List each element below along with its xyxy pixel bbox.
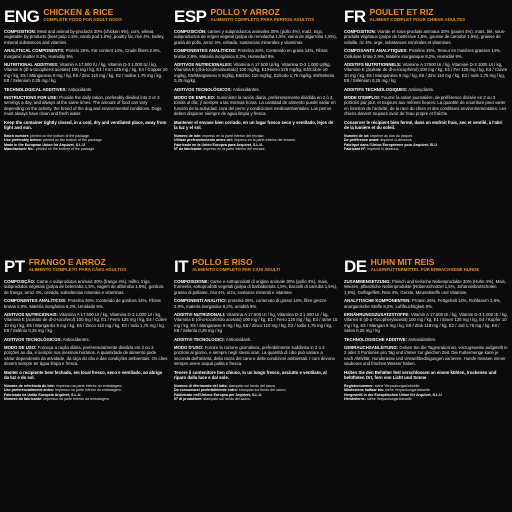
- title-block: [43, 8, 122, 23]
- section-text: Vitamine A 17500 UI / kg, Vitamine D-3 1000 UI / kg, Vitamine E (acétate de dl-a-tocophérol) 100 mg / kg, E1 / Fer 125 mg / kg, E4 / Cuivre 10 mg / kg, E5 / Manganèse 9 mg / kg, E6 / Zinc 110 mg / kg, E2 / Iode 1,75 mg / kg, E8 / Sélénium 0,25 mg / kg: [344, 62, 508, 84]
- label-section: [344, 298, 508, 309]
- section-text: Fornire la razione giornaliera, preferibilmente suddivisa in 2 o 3 porzioni al giorno, e sempre negli stessi orari. La quantità di cibo può variare a seconda dell'attività, della razza del cane e delle condizioni ambientali. I cani devono sempre avere acqua pulita e fresca.: [174, 345, 335, 367]
- section-label: COMPOSITION:: [4, 29, 36, 34]
- language-code: ENG: [4, 7, 40, 26]
- section-label: COMPONENTES ANALÍTICOS:: [174, 48, 237, 54]
- section-label: INSTRUCTIONS FOR USE:: [4, 95, 58, 101]
- label-section: [174, 345, 338, 367]
- section-text: Antiossidanti.: [225, 336, 252, 342]
- footer-label: Manufacturer No.:: [4, 147, 35, 151]
- label-section: [344, 62, 508, 84]
- footer-label: Hergestellt in der Europäischen Union für Arquivet, S.L.U: [344, 392, 442, 397]
- label-section: [4, 95, 168, 117]
- section-text: Provide the daily ration, preferably divided into 2 or 3 servings a day, and always at the same times. The amount of food can vary depending on the activity, the breed of the dog and environmental conditions. Dogs must always have clean and fresh water.: [4, 95, 162, 117]
- footer-text: impreso en la parte inferior del envase.: [203, 147, 266, 151]
- section-text: Viande et sous-produits animaux 30% (poulet 4%), maïs, blé, sous-produits végétaux (pulpe de betterave 1,5%, gousse de caroube 1,5%), graisse de volaille, riz 4%, orge, substances minérales et vitamines.: [344, 29, 506, 45]
- section-text: Antioxidants.: [67, 86, 93, 92]
- footer-line: [174, 147, 338, 152]
- section-label: Conserver le récipient bien fermé, dans un endroit frais, sec et ventilé, à l'abri de la lumière et du soleil.: [344, 119, 503, 131]
- product-subtitle: ALIMENTO COMPLETO PER CANI ADULTI: [192, 267, 281, 272]
- language-panel-esp: [174, 6, 338, 250]
- panel-header: [174, 258, 338, 275]
- section-text: Meat and animal by-products 30% (chicken 4%), corn, wheat, vegetable by-products (beet pulp 1.5%, carob pod 1.5%), poultry fat, rice 4%, barley, mineral substances and vitamins.: [4, 29, 165, 45]
- label-section: [4, 298, 168, 309]
- label-section: [4, 62, 168, 84]
- label-section: [174, 48, 338, 59]
- product-subtitle: ALIMENTO COMPLETO PARA PERROS ADULTOS: [210, 17, 315, 22]
- footer-line: [344, 147, 508, 152]
- section-label: ANALYTISCHE KOMPONENTEN:: [344, 298, 411, 304]
- product-name: POULET ET RIZ: [369, 7, 434, 17]
- label-section: [174, 337, 338, 342]
- footer-line: [174, 397, 338, 402]
- section-label: ADDITIFS NUTRITIONNELS:: [344, 62, 402, 68]
- footer-label: Nº di produttore:: [174, 397, 203, 401]
- label-section: [344, 29, 508, 45]
- section-text: Fournir la ration journalière, de préférence divisée en 2 ou 3 portions par jour, et toujours aux mêmes heures. La quantité de nourriture peut varier en fonction de l'activité, de la race du chien et des conditions environnementales. Les chiens doivent toujours avoir de l'eau propre et fraîche.: [344, 95, 507, 117]
- panel-header: [174, 8, 338, 25]
- panel-header: [4, 258, 168, 275]
- section-label: ADITIVOS TECNOLÓGICOS:: [174, 86, 232, 92]
- language-code: ESP: [174, 7, 207, 26]
- section-text: Protéine 26%, Teneur en matières grasses 14%, Cellulose brute 2,9%, Matière inorganique 8,2%, Humidité 9%.: [344, 48, 501, 59]
- label-section: [344, 370, 508, 381]
- label-section: [174, 370, 338, 381]
- section-text: proteina 26%, contenuto di grassi 14%, fibre grezze 2,9%, materia inorganica 8,2%, umidità 9%.: [174, 298, 327, 309]
- footer-label: Utilizar preferentemente antes del:: [174, 138, 233, 142]
- language-code: FR: [344, 7, 366, 26]
- title-block: [211, 8, 315, 23]
- footer-label: Fabriqué dans l'Union Européenne pour Arquivet, SLU: [344, 142, 437, 147]
- footer-label: Número de referência do lote:: [4, 383, 55, 388]
- footer-line: [344, 397, 508, 402]
- language-panel-eng: [4, 6, 168, 250]
- product-name: FRANGO E ARROZ: [28, 257, 106, 267]
- section-text: Forneça a ração diária, preferencialmente dividida em 2 ou 3 porções ao dia, e sempre nos mesmos horários. A quantidade de alimento pode variar dependendo da atividade, da raça do cão e das condições ambientais. Os cães devem sempre ter água limpa e fresca.: [4, 345, 168, 367]
- title-block: [371, 258, 480, 273]
- section-label: COMPOSITION:: [344, 29, 376, 34]
- section-label: MODO D'USO:: [174, 345, 204, 351]
- section-text: Vitamina A 17.500 UI / kg, Vitamina D-3 1.000 UI / kg, Vitamina E (acetato de dl-α-tocoferol) 100 mg / kg, E1 / Ferro 125 mg / kg, E4 / Cobre 10 mg / kg, E5 / Manganês 9 mg / kg, E6 / Zinco 110 mg / kg, E2 / Iodo 1,75 mg / kg, E8 / Selênio 0,25 mg / kg: [4, 312, 167, 334]
- footer-text: stampato sul fondo del sacco.: [228, 383, 277, 388]
- footer-text: imprimé ci-dessous.: [367, 147, 400, 151]
- footer-text: impreso en la parte inferior del envase.: [202, 133, 265, 138]
- footer-label: Mindestens haltbar bis:: [344, 388, 385, 392]
- footer-label: Fabbricato nell'Unione Europea per Arquivet, S.L.U.: [174, 392, 263, 397]
- label-section: [344, 95, 508, 117]
- product-name: CHICKEN & RICE: [43, 7, 114, 17]
- language-panel-pt: [4, 256, 168, 506]
- label-section: [344, 279, 508, 295]
- section-text: Carne e subprodutos animais 30% (frango 4%), milho, trigo, subprodutos vegetais (polpa de beterraba 1,5%, vagem de alfarroba 1,5%), gordura de frango, arroz 4%, cevada, substâncias minerais e vitaminas.: [4, 279, 164, 295]
- language-code: IT: [174, 257, 189, 276]
- panel-footer: [4, 384, 168, 402]
- footer-label: Número de lote:: [174, 133, 202, 138]
- section-text: Antioxidantien.: [408, 336, 437, 342]
- footer-label: Fabricado en la Unión Europea para Arquivet, S.L.U.: [174, 142, 264, 147]
- section-label: COMPOSANTS ANALYTIQUES:: [344, 48, 408, 54]
- section-text: Protein 26%, Fettgehalt 14%, Rohfasern 2,9%, anorganische Stoffe 8,2%, Luftfeuchtigkeit 9%.: [344, 298, 501, 309]
- footer-text: stampato sul fondo del sacco.: [203, 397, 252, 401]
- language-panel-it: [174, 256, 338, 506]
- label-section: [4, 345, 168, 367]
- product-subtitle: COMPLETE FOOD FOR ADULT DOGS: [43, 17, 122, 22]
- panel-header: [344, 8, 508, 25]
- title-block: [192, 258, 280, 273]
- footer-text: printed on the bottom of the package.: [43, 138, 103, 142]
- section-label: COMPONENTI ANALITICI:: [174, 298, 227, 304]
- footer-label: Da consumarsi preferibilmente entro:: [174, 388, 238, 392]
- product-name: POLLO Y ARROZ: [210, 7, 280, 17]
- label-section: [344, 87, 508, 92]
- label-section: [4, 87, 168, 92]
- section-text: Carne e sottoprodotti di origine animale 30% (pollo 4%), mais, frumento, sottoprodotti vegetali (polpa di barbabietola 1,5%, baccelli di carruba 1,5%), grasso di pollame, riso 4%, orzo, sostanze minerali e vitamine.: [174, 279, 338, 295]
- footer-text: siehe Verpackungsrückseite: [374, 383, 420, 388]
- footer-label: Número do fabricante:: [4, 397, 43, 401]
- section-label: COMPONENTES ANALÍTICOS:: [4, 298, 67, 304]
- footer-text: siehe Verpackungsrückseite: [385, 388, 430, 392]
- panel-header: [344, 258, 508, 275]
- language-code: DE: [344, 257, 367, 276]
- footer-text: printed on the bottom of the package.: [35, 147, 96, 151]
- footer-text: impresso na parte inferior do embalagem.: [55, 383, 123, 388]
- section-text: Proteína 26%, Conteúdo de gordura 14%, Fibras brutas 2,9%, Matéria inorgânica 8,2%, Umidade 9%.: [4, 298, 161, 309]
- section-label: COMPOSICIÓN:: [174, 29, 207, 34]
- section-label: MODO DE USO:: [4, 345, 37, 351]
- section-label: TECHNOLOGICAL ADDITIVES:: [4, 86, 67, 92]
- footer-text: impreso en la parte inferior del envase.: [233, 138, 297, 142]
- section-label: ADITIVOS NUTRICIONAIS:: [4, 312, 58, 318]
- panel-footer: [174, 384, 338, 402]
- title-block: [29, 258, 126, 273]
- section-label: Manter o recipiente bem fechado, em local fresco, seco e ventilado, ao abrigo da luz e do sol.: [4, 369, 163, 381]
- section-label: COMPOSIÇÃO:: [4, 279, 36, 284]
- section-label: ERNÄHRUNGSZUSATZSTOFFE:: [344, 312, 410, 318]
- footer-line: [4, 147, 168, 152]
- section-label: Keep the container tightly closed, in a cool, dry and ventilated place, away from light and sun.: [4, 119, 167, 131]
- label-section: [174, 62, 338, 84]
- label-section: [344, 312, 508, 334]
- language-panel-de: [344, 256, 508, 506]
- product-subtitle: ALLEINFUTTERMITTEL FÜR ERWACHSENE HUNDE: [370, 267, 480, 272]
- section-label: ADITIVOS NUTRICIONALES:: [174, 62, 233, 68]
- section-label: ADDITIFS TECHNOLOGIQUES:: [344, 86, 408, 92]
- label-section: [344, 48, 508, 59]
- section-text: Vitamin A 17,500 IU / kg, Vitamin D-3 1,000 IU / kg, Vitamin E (dl-a-tocopherol acetate) 100 mg / kg, E1 / Iron 125 mg / kg, E4 / Copper 10 mg / kg, E5 / Manganese 9 mg / kg, E6 / Zinc 110 mg / kg, E2 / Iodine 1.75 mg / kg, E8 / Selenium 0.25 mg / kg: [4, 62, 168, 84]
- section-label: Halten Sie den Behälter fest verschlossen an einem kühlen, trockenen und belüfteten Ort, fern von Licht und Sonne: [344, 369, 497, 381]
- section-label: TECHNOLOGISCHE ADDITIVE:: [344, 336, 408, 342]
- label-section: [174, 29, 338, 45]
- language-code: PT: [4, 257, 25, 276]
- label-section: [344, 337, 508, 342]
- product-name: HUHN MIT REIS: [370, 257, 435, 267]
- section-text: Vitamina A 17.500 UI/kg, Vitamina D-3 1.000 UI/kg, Vitamina E (dl-a-tocoferolacetato) 100 mg/kg, E1/Hierro 125 mg/kg, E4/Cobre 10 mg/kg, E5/Manganeso 9 mg/kg, E6/Zinc 110 mg/kg, E2/Iodo 1,75 mg/kg, E8/Selenio 0,25 mg/kg.: [174, 62, 335, 84]
- footer-text: siehe Verpackungsrückseite: [367, 397, 412, 401]
- panel-footer: [174, 134, 338, 152]
- label-section: [4, 370, 168, 381]
- section-label: MODE D'EMPLOI:: [344, 95, 381, 101]
- language-grid: [4, 6, 508, 508]
- section-text: Vitamin A 17.500 IE / kg, Vitamin D-3 1.000 IE / kg, Vitamin E (dl-α-Tocopherylacetat) 100 mg / kg, E1 / Eisen 125 mg / kg, E4 / Kupfer 10 mg / kg, E5 / Mangan 9 mg / kg, E6 / Zink 110 mg / kg, E2 / Jod 1,75 mg / kg, E8 / Selen 0,25 mg / kg: [344, 312, 508, 334]
- section-text: carnes y subproductos animales 30% (pollo 4%), maíz, trigo, subproductos de origen vegetal (pulpa de remolacha 1,5%, vaina de algarroba 1,5%), grasa de pollo, arroz 4%, cebada, sustancias minerales y vitaminas.: [174, 29, 337, 45]
- panel-footer: [344, 134, 508, 152]
- section-text: Proteína 26%, Contenido en grasa 14%, Fibras brutas 2,9%, Materia inorgánica 8,2%, Humedad 9%.: [174, 48, 328, 59]
- product-subtitle: ALIMENT COMPLET POUR CHIENS ADULTES: [369, 17, 466, 22]
- footer-label: Registernummer:: [344, 383, 374, 388]
- label-section: [174, 298, 338, 309]
- section-text: Antioxidantes.: [232, 86, 260, 92]
- section-text: Fleisch und tierische Nebenprodukte 30% (Huhn 4%), Mais, Weizen, pflanzliche Nebenprodukte (Rübenschnitzel 1,5%, Johannisbrotschoten 1,5%), Geflügelfett, Reis 4%, Gerste, Mineralstoffe und Vitamine.: [344, 279, 506, 295]
- label-section: [4, 312, 168, 334]
- product-name: POLLO E RISO: [192, 257, 253, 267]
- section-label: COMPOSIZIONE:: [174, 279, 209, 284]
- section-label: MODO DE EMPLEO:: [174, 95, 216, 101]
- label-section: [4, 337, 168, 342]
- title-block: [370, 8, 465, 23]
- section-label: NUTRITIONAL ADDITIVES:: [4, 62, 59, 68]
- section-text: Suministre la ración diaria, preferentemente dividida en 2 ó 3 tomas al día, y siempre a las mismas horas. La cantidad de alimento puede variar en función de la actividad, raza del perro y condiciones medioambientales. Los perros deben disponer siempre de agua limpia y fresca.: [174, 95, 336, 117]
- label-section: [344, 345, 508, 367]
- footer-label: Fabricant Nº:: [344, 147, 367, 151]
- label-section: [174, 87, 338, 92]
- footer-label: Numero di riferimento del lotto:: [174, 383, 228, 388]
- footer-label: Made in the European Union for Arquivet, S.L.U: [4, 142, 85, 147]
- footer-label: De préférence avant:: [344, 138, 380, 142]
- section-text: Geben Sie die Tagesration an, vorzugsweise aufgeteilt in 2 oder 3 Portionen pro Tag und immer zur gleichen Zeit. Die Futtermenge kann je nach Aktivität, Hunderasse und Umweltbedingungen variieren. Hunde müssen immer sauberes und frisches Wasser haben.: [344, 345, 508, 367]
- label-section: [174, 279, 338, 295]
- section-label: ADDITIVI TECNOLOGICI:: [174, 336, 225, 342]
- footer-text: imprimé ci-dessous.: [380, 138, 413, 142]
- label-section: [344, 120, 508, 131]
- section-text: Antioxidantes.: [62, 336, 90, 342]
- footer-text: printed on the bottom of the package.: [30, 133, 90, 138]
- section-label: ZUSAMMENSETZUNG:: [344, 279, 391, 284]
- footer-text: stampato sul fondo del sacco.: [238, 388, 287, 392]
- footer-label: Nº de fabricante:: [174, 147, 203, 151]
- label-section: [174, 95, 338, 117]
- label-section: [174, 312, 338, 334]
- panel-header: [4, 8, 168, 25]
- section-label: Tenere il contenitore ben chiuso, in un luogo fresco, asciutto e ventilato, al riparo dalla luce e dal sole.: [174, 369, 327, 381]
- section-text: Vitamina A 17.500 UI / kg, Vitamina D-3 1.000 UI / kg, Vitamina E (dl-α-tocoferolo acetato) 100 mg / kg, E1 / Ferro 125 mg / kg, E4 / rame 10 mg / kg, E5 / Manganese 9 mg / kg, E6 / Zinco 110 mg / kg, E2 / Iodio 1,75 mg / kg, E8 / Selenio 0,25 mg / kg: [174, 312, 338, 334]
- footer-label: Herstellernr.:: [344, 397, 367, 401]
- panel-footer: [344, 384, 508, 402]
- footer-label: Use preferencialmente antes:: [4, 388, 55, 392]
- section-text: Protein 26%, Fat content 14%, Crude fibers 2.9%, Inorganic matter 8.2%, Humidity 9%.: [4, 48, 161, 59]
- panel-footer: [4, 134, 168, 152]
- footer-line: [4, 397, 168, 402]
- label-section: [174, 120, 338, 131]
- section-label: ADITIVOS TECNOLÓGICOS:: [4, 336, 62, 342]
- section-text: Antioxydants.: [408, 86, 435, 92]
- footer-label: Use preferably before:: [4, 138, 43, 142]
- footer-label: Batch number:: [4, 133, 30, 138]
- footer-text: impresso na parte inferior do embalagem.: [43, 397, 110, 401]
- label-section: [4, 279, 168, 295]
- section-label: GEBRAUCHSANLEITUNG:: [344, 345, 399, 351]
- footer-text: imprimé au dos du paquet.: [370, 133, 413, 138]
- product-subtitle: ALIMENTO COMPLETO PARA CÃES ADULTOS: [28, 267, 127, 272]
- label-section: [4, 29, 168, 45]
- section-label: ADDITIVI NUTRIZIONALI:: [174, 312, 226, 318]
- footer-text: impresso na parte inferior do embalagem.: [55, 388, 122, 392]
- footer-label: Fabricado na União Europeia Arquivet, S.L.U.: [4, 392, 82, 397]
- section-label: Mantener el envase bien cerrado, en un lugar fresco seco y ventilado, lejos de la luz y el sol.: [174, 119, 334, 131]
- label-section: [4, 120, 168, 131]
- label-section: [4, 48, 168, 59]
- footer-label: Numéro de lot:: [344, 133, 370, 138]
- language-panel-fr: [344, 6, 508, 250]
- section-label: ANALYTICAL COMPONENTS:: [4, 48, 65, 54]
